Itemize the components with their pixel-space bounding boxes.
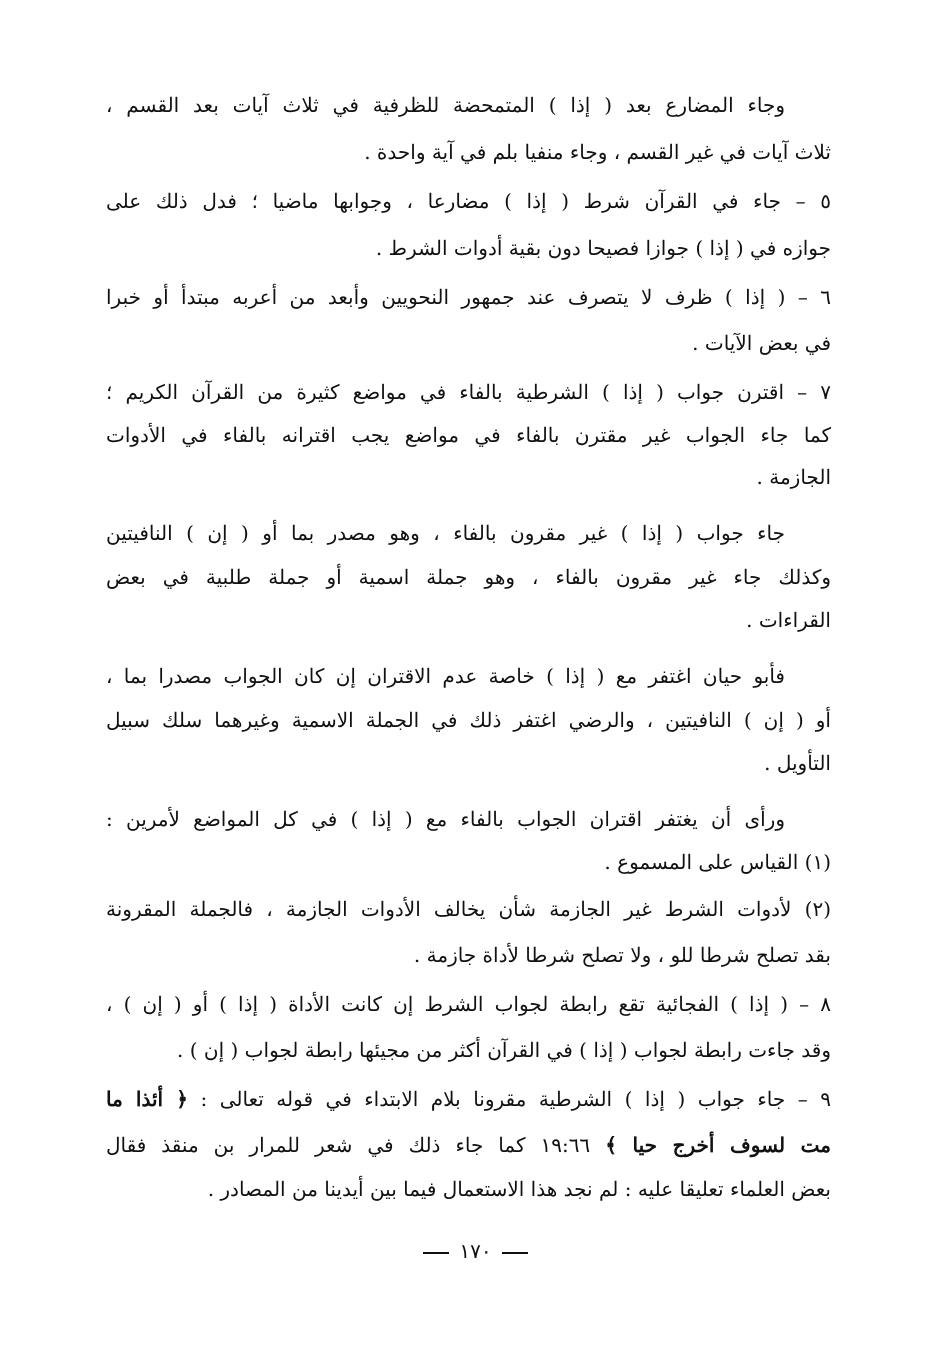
text-line-1: وجاء المضارع بعد ( إذا ) المتمحضة للظرفية في ثلاث آيات بعد القسم ، <box>106 93 785 117</box>
text-line-24: بعض العلماء تعليقا عليه : لم نجد هذا الاستعمال فيما بين أيدينا من المصادر . <box>207 1177 831 1201</box>
text-line-16: ورأى أن يغتفر اقتران الجواب بالفاء مع ( إذا ) في كل المواضع لأمرين : <box>106 807 785 831</box>
text-line-11: وكذلك جاء غير مقرون بالفاء ، وهو جملة اسمية أو جملة طلبية في بعض <box>106 565 831 589</box>
text-line-7: ٧ – اقترن جواب ( إذا ) الشرطية بالفاء في مواضع كثيرة من القرآن الكريم ؛ <box>106 380 831 404</box>
text-line-3: ٥ – جاء في القرآن شرط ( إذا ) مضارعا ، وجوابها ماضيا ؛ فدل ذلك على <box>106 189 831 213</box>
text-line-5: ٦ – ( إذا ) ظرف لا يتصرف عند جمهور النحويين وأبعد من أعربه مبتدأ أو خبرا <box>106 285 831 309</box>
text-line-18: (٢) لأدوات الشرط غير الجازمة شأن يخالف الأدوات الجازمة ، فالجملة المقرونة <box>106 897 831 921</box>
quran-verse-start: ﴿ أئذا ما <box>106 1087 188 1111</box>
text-line-17: (١) القياس على المسموع . <box>604 850 831 874</box>
page-number-dash-left <box>423 1252 449 1254</box>
text-line-21: وقد جاءت رابطة لجواب ( إذا ) في القرآن أكثر من مجيئها رابطة لجواب ( إن ) . <box>177 1038 831 1062</box>
text-line-2: ثلاث آيات في غير القسم ، وجاء منفيا بلم في آية واحدة . <box>364 140 831 164</box>
text-line-9: الجازمة . <box>756 465 831 489</box>
text-line-13: فأبو حيان اغتفر مع ( إذا ) خاصة عدم الاقتران إن كان الجواب مصدرا بما ، <box>106 664 785 688</box>
text-line-14: أو ( إن ) النافيتين ، والرضي اغتفر ذلك في الجملة الاسمية وغيرهما سلك سبيل <box>106 708 831 732</box>
page-number <box>0 1234 951 1268</box>
page-number-dash-right <box>502 1252 528 1254</box>
text-line-12: القراءات . <box>746 608 831 632</box>
text-line-23 <box>106 1128 831 1162</box>
page-number-value: ١٧٠ <box>459 1239 492 1263</box>
quran-verse-end: مت لسوف أخرج حيا ﴾ <box>605 1133 831 1157</box>
text-line-20: ٨ – ( إذا ) الفجائية تقع رابطة لجواب الشرط إن كانت الأداة ( إذا ) أو ( إن ) ، <box>106 992 831 1016</box>
text-line-8: كما جاء الجواب غير مقترن بالفاء في مواضع يجب اقترانه بالفاء في الأدوات <box>106 423 831 447</box>
verse-intro: ٩ – جاء جواب ( إذا ) الشرطية مقرونا بلام الابتداء في قوله تعالى : <box>187 1087 831 1111</box>
text-line-19: بقد تصلح شرطا للو ، ولا تصلح شرطا لأداة جازمة . <box>413 943 831 967</box>
text-line-22 <box>106 1082 831 1116</box>
text-line-10: جاء جواب ( إذا ) غير مقرون بالفاء ، وهو مصدر بما أو ( إن ) النافيتين <box>106 521 785 545</box>
text-line-4: جوازه في ( إذا ) جوازا فصيحا دون بقية أدوات الشرط . <box>375 236 831 260</box>
text-line-6: في بعض الآيات . <box>692 331 831 355</box>
verse-reference: ١٩:٦٦ كما جاء ذلك في شعر للمرار بن منقذ فقال <box>106 1133 606 1157</box>
text-line-15: التأويل . <box>764 751 831 775</box>
